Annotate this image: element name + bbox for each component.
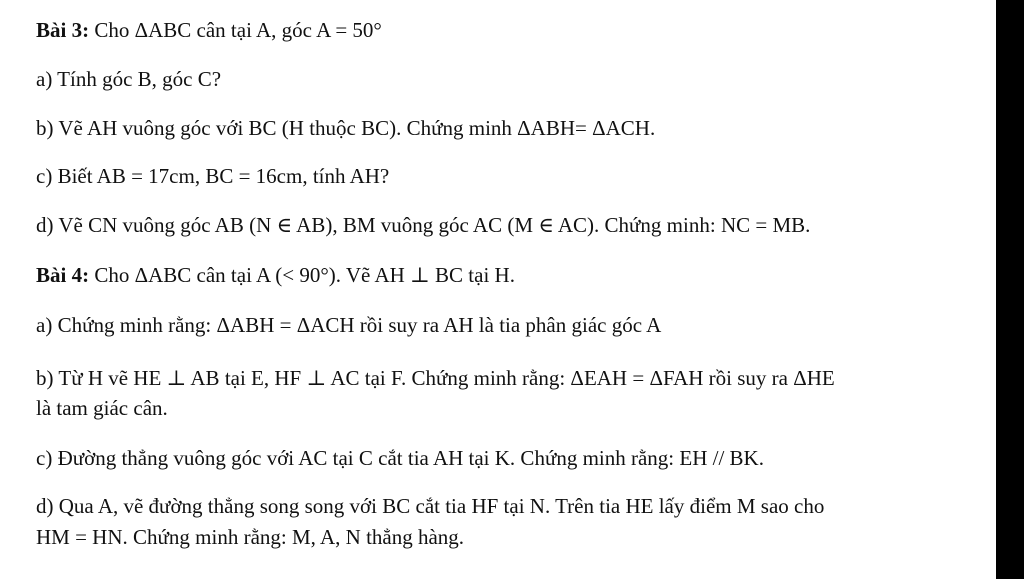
bai4-part-a: a) Chứng minh rằng: ΔABH = ΔACH rồi suy ra AH là tia phân giác góc A [36,313,662,337]
bai4-part-b-line2: là tam giác cân. [36,396,168,420]
bai4-part-d-line2: HM = HN. Chứng minh rằng: M, A, N thẳng hàng. [36,525,465,549]
bai4-part-d-line1: d) Qua A, vẽ đường thẳng song song với BC cắt tia HF tại N. Trên tia HE lấy điểm M sao cho [36,494,825,518]
bai3-label: Bài 3: [36,18,90,42]
bai4-label: Bài 4: [36,263,90,287]
bai3-part-c: c) Biết AB = 17cm, BC = 16cm, tính AH? [36,164,390,188]
bai4-part-b-line1: b) Từ H vẽ HE ⊥ AB tại E, HF ⊥ AC tại F. Chứng minh rằng: ΔEAH = ΔFAH rồi suy ra ΔHE [36,366,835,390]
bai3-part-b: b) Vẽ AH vuông góc với BC (H thuộc BC). Chứng minh ΔABH= ΔACH. [36,116,656,140]
bai3-part-d: d) Vẽ CN vuông góc AB (N ∈ AB), BM vuông góc AC (M ∈ AC). Chứng minh: NC = MB. [36,213,811,237]
bai4-intro: Cho ΔABC cân tại A (< 90°). Vẽ AH ⊥ BC tại H. [89,263,515,287]
bai3-part-a: a) Tính góc B, góc C? [36,67,222,91]
bai4-heading [36,263,515,287]
bai4-part-c: c) Đường thẳng vuông góc với AC tại C cắt tia AH tại K. Chứng minh rằng: EH // BK. [36,446,764,470]
dark-edge-strip [996,0,1024,579]
bai3-intro: Cho ΔABC cân tại A, góc A = 50° [89,18,382,42]
bai3-heading [36,18,382,42]
